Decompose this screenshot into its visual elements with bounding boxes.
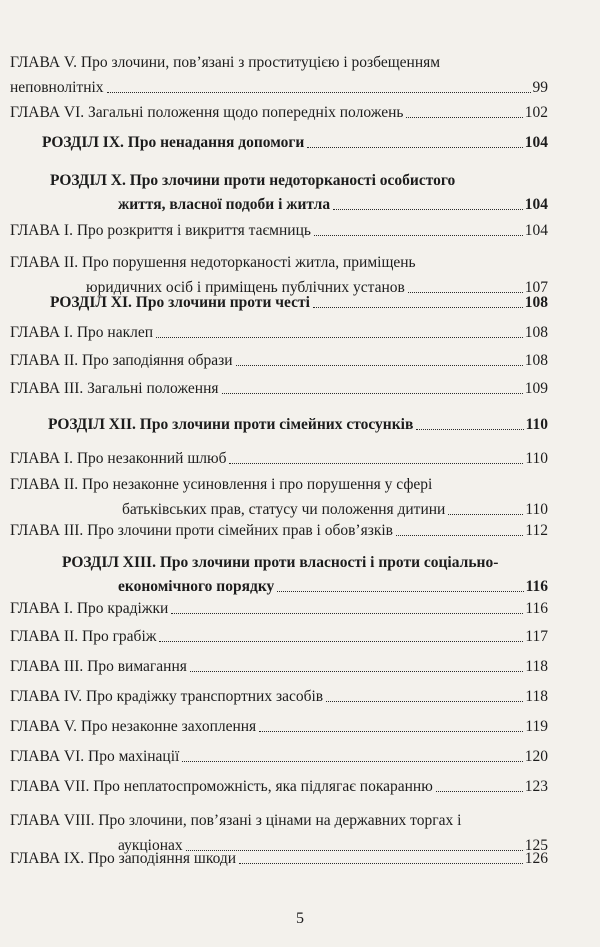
- toc-leader-dots: [171, 613, 523, 614]
- toc-leader-dots: [222, 393, 523, 394]
- toc-entry-title: батьківських прав, статусу чи положення дитини: [122, 501, 446, 518]
- toc-entry-title: ГЛАВА II. Про грабіж: [10, 628, 157, 645]
- toc-leader-dots: [448, 514, 523, 515]
- toc-leader-dots: [107, 92, 531, 93]
- toc-page-number: 110: [525, 450, 548, 467]
- toc-page-number: 110: [525, 416, 548, 433]
- toc-leader-dots: [239, 863, 523, 864]
- toc-entry-title: ГЛАВА III. Про злочини проти сімейних прав і обов’язків: [10, 522, 393, 539]
- toc-page-number: 123: [524, 778, 548, 795]
- toc-leader-dots: [277, 591, 523, 592]
- toc-page-number: 99: [532, 79, 548, 96]
- toc-page-number: 108: [524, 352, 548, 369]
- toc-page-number: 112: [525, 522, 548, 539]
- toc-entry-title: ГЛАВА VI. Про махінації: [10, 748, 180, 765]
- toc-leader-dots: [314, 235, 523, 236]
- toc-leader-dots: [259, 731, 523, 732]
- toc-entry-title: неповнолітніх: [10, 79, 104, 96]
- toc-page-number: 108: [524, 324, 548, 341]
- toc-leader-dots: [396, 535, 523, 536]
- toc-entry-title: ГЛАВА V. Про незаконне захоплення: [10, 718, 257, 735]
- toc-entry-title: ГЛАВА V. Про злочини, пов’язані з проституцією і розбещенням: [10, 54, 441, 71]
- toc-page-number: 120: [524, 748, 548, 765]
- toc-leader-dots: [182, 761, 522, 762]
- toc-page-number: 110: [525, 501, 548, 518]
- toc-page-number: 118: [525, 688, 548, 705]
- toc-leader-dots: [406, 117, 522, 118]
- toc-page-number: 107: [524, 279, 548, 296]
- toc-leader-dots: [326, 701, 523, 702]
- toc-leader-dots: [333, 209, 523, 210]
- toc-page-number: 104: [524, 134, 548, 151]
- toc-entry-title: ГЛАВА II. Про порушення недоторканості житла, приміщень: [10, 254, 416, 271]
- toc-entry-title: економічного порядку: [118, 578, 275, 595]
- toc-entry-title: ГЛАВА IX. Про заподіяння шкоди: [10, 850, 237, 867]
- toc-entry-title: РОЗДІЛ XII. Про злочини проти сімейних стосунків: [48, 416, 414, 433]
- toc-entry-title: ГЛАВА I. Про крадіжки: [10, 600, 169, 617]
- toc-leader-dots: [313, 307, 523, 308]
- toc-page-number: 116: [525, 600, 548, 617]
- toc-entry-title: ГЛАВА III. Про вимагання: [10, 658, 187, 675]
- toc-leader-dots: [159, 641, 523, 642]
- toc-entry-title: життя, власної подоби і житла: [118, 196, 331, 213]
- toc-page-number: 109: [524, 380, 548, 397]
- toc-page-number: 125: [524, 837, 548, 854]
- toc-entry-title: РОЗДІЛ X. Про злочини проти недоторканості особистого: [50, 172, 456, 189]
- toc-entry-title: ГЛАВА VIII. Про злочини, пов’язані з цінами на державних торгах і: [10, 812, 462, 829]
- toc-leader-dots: [190, 671, 523, 672]
- toc-leader-dots: [416, 429, 523, 430]
- toc-leader-dots: [436, 791, 523, 792]
- toc-entry-title: аукціонах: [118, 837, 183, 854]
- toc-entry-title: ГЛАВА VI. Загальні положення щодо попередніх положень: [10, 104, 404, 121]
- toc-page-number: 118: [525, 658, 548, 675]
- toc-entry-title: ГЛАВА II. Про заподіяння образи: [10, 352, 233, 369]
- toc-entry-title: ГЛАВА I. Про розкриття і викриття таємниць: [10, 222, 311, 239]
- toc-entry-title: ГЛАВА IV. Про крадіжку транспортних засобів: [10, 688, 324, 705]
- toc-entry-title: РОЗДІЛ XIII. Про злочини проти власності і проти соціально-: [62, 554, 499, 571]
- toc-page-number: 104: [524, 222, 548, 239]
- toc-page-number: 102: [524, 104, 548, 121]
- toc-page-number: 119: [525, 718, 548, 735]
- toc-entry-title: РОЗДІЛ XI. Про злочини проти честі: [50, 294, 310, 311]
- toc-page-number: 117: [525, 628, 548, 645]
- toc-entry-title: юридичних осіб і приміщень публічних установ: [86, 279, 405, 296]
- page-number: 5: [296, 910, 304, 927]
- toc-leader-dots: [229, 463, 523, 464]
- toc-page-number: 116: [525, 578, 548, 595]
- toc-leader-dots: [236, 365, 523, 366]
- toc-entry-title: РОЗДІЛ IX. Про ненадання допомоги: [42, 134, 305, 151]
- toc-entry-title: ГЛАВА I. Про незаконний шлюб: [10, 450, 227, 467]
- toc-page-number: 126: [524, 850, 548, 867]
- toc-entry-title: ГЛАВА II. Про незаконне усиновлення і про порушення у сфері: [10, 476, 433, 493]
- toc-entry-title: ГЛАВА VII. Про неплатоспроможність, яка підлягає покаранню: [10, 778, 433, 795]
- toc-leader-dots: [307, 147, 522, 148]
- toc-entry-title: ГЛАВА I. Про наклеп: [10, 324, 154, 341]
- toc-page-number: 104: [524, 196, 548, 213]
- toc-page-number: 108: [524, 294, 548, 311]
- toc-leader-dots: [156, 337, 523, 338]
- toc-entry-title: ГЛАВА III. Загальні положення: [10, 380, 219, 397]
